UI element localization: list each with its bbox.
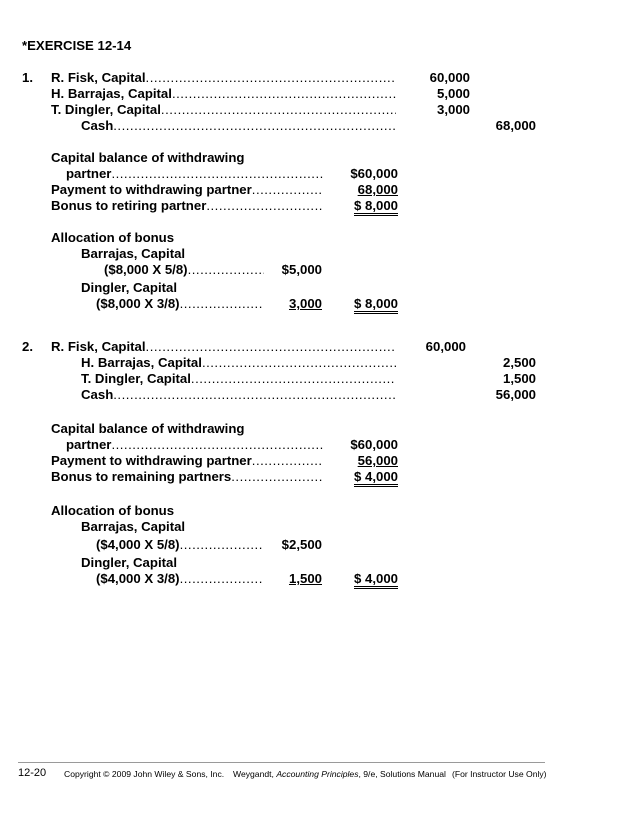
journal-2-row-1	[51, 339, 396, 355]
allocation-1-amount-2: 3,000	[288, 296, 322, 311]
account-name: Cash	[81, 387, 114, 402]
account-name: H. Barrajas, Capital	[51, 86, 172, 101]
calc-2-line-4: Bonus to remaining partners .....	[51, 469, 323, 485]
journal-2-row-4	[81, 387, 396, 403]
credit-amount: 1,500	[502, 371, 536, 386]
allocation-2-total: $ 4,000	[354, 571, 398, 589]
allocation-1-heading: Allocation of bonus	[51, 230, 175, 245]
debit-amount: 5,000	[436, 86, 470, 101]
footer-copyright: Copyright © 2009 John Wiley & Sons, Inc.	[64, 769, 225, 779]
account-name: R. Fisk, Capital	[51, 339, 146, 354]
debit-amount: 60,000	[425, 339, 466, 354]
account-name: H. Barrajas, Capital	[81, 355, 202, 370]
footer-rule	[18, 762, 545, 763]
allocation-2-amount-1: $2,500	[281, 537, 322, 552]
journal-2-row-2	[81, 355, 396, 371]
page-number: 12-20	[18, 767, 47, 779]
allocation-1-calc-2: ($8,000 X 3/8) .....	[96, 296, 264, 312]
calc-2-amount-3: 56,000	[357, 453, 398, 468]
calc-1-line-1: Capital balance of withdrawing	[51, 150, 245, 165]
allocation-2-partner-1: Barrajas, Capital	[81, 519, 186, 534]
calc-1-amount-4: $ 8,000	[354, 198, 398, 216]
allocation-1-calc-1: ($8,000 X 5/8) .....	[104, 262, 264, 278]
debit-amount: 60,000	[429, 70, 470, 85]
allocation-2-partner-2: Dingler, Capital	[81, 555, 177, 570]
account-name: T. Dingler, Capital	[81, 371, 191, 386]
journal-1-row-2	[51, 86, 396, 102]
allocation-1-total: $ 8,000	[354, 296, 398, 314]
account-name: T. Dingler, Capital	[51, 102, 161, 117]
calc-2-amount-4: $ 4,000	[354, 469, 398, 487]
journal-1-row-3	[51, 102, 396, 118]
credit-amount: 68,000	[495, 118, 536, 133]
allocation-2-heading: Allocation of bonus	[51, 503, 175, 518]
calc-2-amount-2: $60,000	[350, 437, 398, 452]
calc-1-line-3: Payment to withdrawing partner .....	[51, 182, 323, 198]
credit-amount: 2,500	[502, 355, 536, 370]
allocation-1-amount-1: $5,000	[281, 262, 322, 277]
calc-2-line-3: Payment to withdrawing partner .....	[51, 453, 323, 469]
calc-1-line-4: Bonus to retiring partner .....	[51, 198, 323, 214]
account-name: Cash	[81, 118, 114, 133]
calc-2-line-2: partner .....	[66, 437, 323, 453]
footer-book: Weygandt, Accounting Principles, 9/e, Solutions Manual	[233, 769, 446, 779]
journal-1-row-1	[51, 70, 396, 86]
calc-1-line-2: partner .....	[66, 166, 323, 182]
part-1-number: 1.	[22, 70, 33, 85]
calc-2-line-1: Capital balance of withdrawing	[51, 421, 245, 436]
footer-instructor-note: (For Instructor Use Only)	[452, 769, 547, 779]
calc-1-amount-3: 68,000	[357, 182, 398, 197]
part-2-number: 2.	[22, 339, 33, 354]
journal-2-row-3	[81, 371, 396, 387]
calc-1-amount-2: $60,000	[350, 166, 398, 181]
allocation-2-calc-2: ($4,000 X 3/8) .....	[96, 571, 264, 587]
allocation-1-partner-1: Barrajas, Capital	[81, 246, 186, 261]
journal-1-row-4	[81, 118, 396, 134]
credit-amount: 56,000	[495, 387, 536, 402]
allocation-1-partner-2: Dingler, Capital	[81, 280, 177, 295]
allocation-2-calc-1: ($4,000 X 5/8) .....	[96, 537, 264, 553]
allocation-2-amount-2: 1,500	[288, 571, 322, 586]
account-name: R. Fisk, Capital	[51, 70, 146, 85]
debit-amount: 3,000	[436, 102, 470, 117]
exercise-title: *EXERCISE 12-14	[22, 38, 132, 53]
